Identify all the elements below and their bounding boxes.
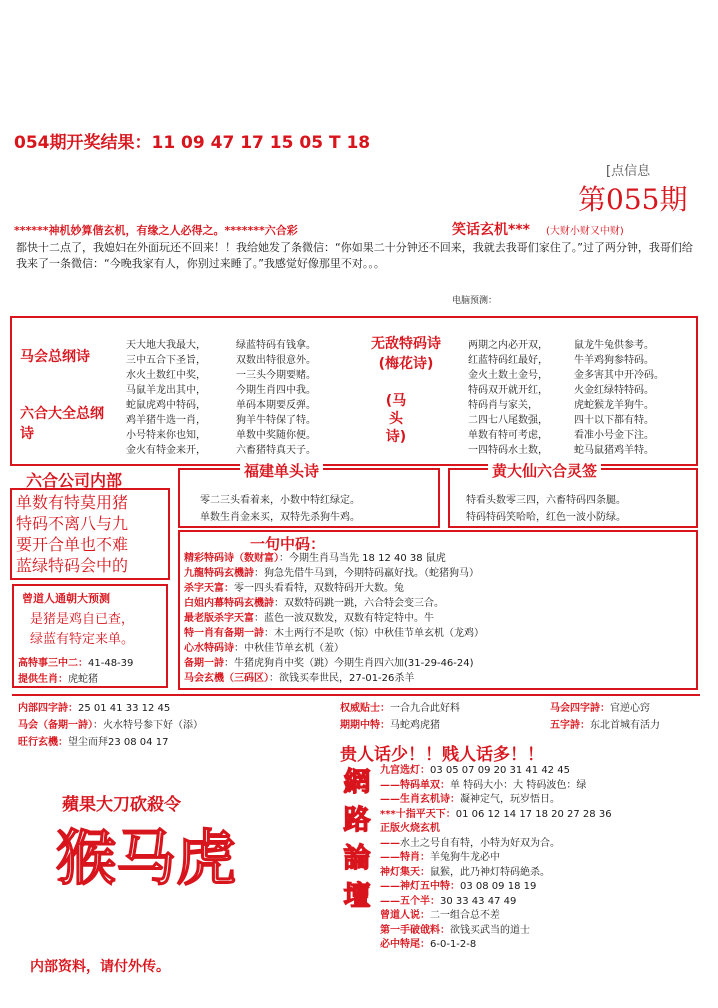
list-item	[184, 551, 694, 566]
item-value: 6-0-1-2-8	[430, 939, 477, 950]
fujian-text: 零二三头看着来，小数中特红绿定。 单数生肖金来买，双特先杀狗牛鸡。	[200, 495, 360, 523]
list-item	[380, 764, 710, 779]
item-value: ：蓝色一波双数发，双数有特定特中。牛	[254, 613, 434, 624]
list-item	[380, 793, 710, 808]
item-label: 特一肖有备期一詩	[184, 628, 264, 639]
list-item	[18, 717, 308, 734]
item-value: 25 01 41 33 12 45	[78, 703, 171, 714]
intro-left-banner: ******神机妙算偕玄机，有缘之人必得之。*******六合彩	[14, 224, 298, 237]
bottom-left-list	[18, 700, 308, 751]
item-label: 神灯集天：	[380, 866, 430, 878]
item-value: 03 08 09 18 19	[460, 881, 537, 892]
item-label: 心水特码诗	[184, 643, 234, 654]
bottom-mid-list	[340, 700, 540, 734]
list-item	[380, 837, 710, 852]
item-value: 欲钱买武当的道士	[450, 924, 530, 936]
item-value: 30 33 43 47 49	[440, 895, 517, 907]
footer: 内部资料，请付外传。	[30, 959, 170, 975]
item-value: 羊兔狗牛龙必中	[430, 852, 500, 863]
item-label: 正版火烧玄机	[380, 823, 440, 834]
list-item	[184, 566, 694, 581]
intro-right-banner-title: 笑话玄机***	[452, 222, 530, 238]
item-value: 望尘而拜23 08 04 17	[68, 737, 169, 748]
item-label: 最老版杀字天富	[184, 613, 254, 624]
item-label: 曾道人说：	[380, 910, 430, 921]
item-value: 单 特码大小：大 特码波色：绿	[450, 779, 587, 791]
item-label: 旺行玄機：	[18, 737, 68, 748]
item-label: 内部四字詩：	[18, 703, 78, 714]
list-item	[340, 700, 540, 717]
item-label: ——生肖玄机诗：	[380, 794, 460, 805]
luck-num-label: 高特事三中二：	[18, 658, 88, 669]
forum-vertical: 網 路 論 壇	[343, 767, 371, 912]
list-item	[380, 779, 710, 794]
huangdaxian-text: 特看头数零三四，六畜特码四条腿。 特码特码笑哈哈，红色一波小防绿。	[466, 495, 626, 523]
slogan: 贵人话少！！贱人话多！！	[340, 745, 544, 765]
item-value: 01 06 12 14 17 18 20 27 28 36	[455, 808, 612, 820]
luck-num-value: 41-48-39	[88, 658, 134, 669]
item-label: ——	[380, 837, 400, 849]
list-item	[340, 717, 540, 734]
item-label: ——五个半：	[380, 895, 440, 907]
item-value: 零一四头看看特，双数特码开大数。兔	[234, 583, 404, 594]
list-item	[380, 924, 710, 939]
poem-col-4: 鼠龙牛兔供参考。 牛羊鸡狗参特码。 金多害其中开冷码。 火金红绿特特码。 虎蛇猴龙羊狗牛。 四十以下都有特。 看准小号金下注。 蛇马鼠猪鸡羊特。	[574, 340, 664, 456]
list-item	[380, 866, 710, 881]
item-value: ：中秋佳节单玄机（羞）	[234, 643, 344, 654]
poem-left-title-2: 六合大全总纲诗	[20, 406, 104, 442]
item-label: 九宫选灯：	[380, 765, 430, 776]
item-label: 期期中特：	[340, 720, 390, 731]
list-item	[184, 641, 694, 656]
item-value: 东北首城有活力	[590, 720, 660, 731]
item-label: 杀字天富：	[184, 583, 234, 594]
poem-left-title-1: 马会总纲诗	[20, 349, 90, 365]
item-value: 水土之号自有特，小特为好双为合。	[400, 837, 560, 849]
luck-num-row	[18, 654, 133, 669]
list-item	[380, 895, 710, 910]
list-item	[184, 626, 694, 641]
item-label: ——特码单双：	[380, 779, 450, 791]
item-value: 鼠猴，此乃神灯特码絶杀。	[430, 866, 550, 878]
poem-col-1: 天大地大我最大， 三中五合下圣旨， 水火土数红中奖， 马鼠羊龙出其中， 蛇鼠虎鸡中特码， 鸡羊猪牛选一肖， 小号特来你也知， 金火有特金来开，	[126, 340, 206, 456]
list-item	[184, 656, 694, 671]
item-label: 马会四字詩：	[550, 703, 610, 714]
item-label: ***十指平天下：	[380, 808, 456, 820]
item-label: 精彩特码诗（数财富）	[184, 553, 279, 564]
intro-story: 都快十二点了，我媳妇在外面玩还不回来！！我给她发了条微信：“你如果二十分钟还不回来，我就去我哥们家住了。”过了两分钟，我哥们给我来了一条微信：“今晚我家有人，你别过来睡了。”我感觉好像那里不对。。。	[16, 241, 693, 270]
item-value: 凝神定气，玩岁悟日。	[460, 794, 560, 805]
list-item	[184, 671, 694, 686]
item-value: 03 05 07 09 20 31 41 42 45	[430, 765, 570, 776]
yijuzhong-title: 一句中码：	[250, 535, 326, 553]
item-label: 备期一詩	[184, 658, 224, 669]
list-item	[184, 596, 694, 611]
item-label: ——神灯五中特：	[380, 881, 460, 892]
item-value: ：牛猪虎狗肖中奖（跳）今期生肖四六加(31-29-46-24)	[224, 658, 474, 669]
list-item	[184, 581, 694, 596]
list-item	[550, 700, 710, 717]
knife-big-text: 猴马虎	[56, 824, 236, 894]
item-value: ：木土两行不是吹（惊）中秋佳节单玄机（龙鸡）	[264, 628, 484, 639]
list-item	[380, 909, 710, 924]
intro-right-banner-sub: (大财小财又中财)	[546, 226, 624, 237]
forum-list	[380, 764, 710, 953]
item-value: ：欲钱买奉世民，27-01-26杀羊	[269, 673, 415, 684]
yijuzhong-list	[184, 551, 694, 686]
issue-title: 第055期	[578, 183, 688, 216]
luck-provider-row	[18, 670, 98, 685]
poem-mid-title: 无敌特码诗 (梅花诗)	[371, 336, 441, 372]
list-item	[550, 717, 710, 734]
divider	[12, 694, 700, 696]
info-label: [点信息	[606, 164, 651, 179]
luck-text: 是猪是鸡自已查， 绿蓝有特定来单。	[30, 612, 135, 647]
item-value: ：今期生肖马当先 18 12 40 38 鼠虎	[279, 553, 446, 564]
luck-title: 曾道人通朝大预测	[22, 592, 110, 605]
list-item	[380, 808, 710, 823]
huangdaxian-title: 黄大仙六合灵签	[488, 460, 601, 481]
poem-col-3: 两期之内必开双， 红蓝特码红最好， 金火土数土金号， 特码双开就开红， 特码肖与家关， 二四七八尾数强， 单数有特可考虑， 一四特码水土数，	[468, 340, 548, 456]
item-label: 马会（备期一詩）	[18, 720, 93, 731]
item-label: 白姐内幕特码玄機詩	[184, 598, 274, 609]
item-value: 马蛇鸡虎猪	[390, 720, 440, 731]
item-label: ——特肖：	[380, 852, 430, 863]
list-item	[380, 938, 710, 953]
list-item	[18, 734, 308, 751]
item-value: ：双数特码跳一跳，六合特会变三合。	[274, 598, 444, 609]
list-item	[380, 822, 710, 837]
item-label: 五字詩：	[550, 720, 590, 731]
item-value: 二一组合总不差	[430, 910, 500, 921]
poem-mid-tail: (马 头 诗)	[385, 393, 407, 445]
item-label: 九龍特码玄機詩	[184, 568, 254, 579]
list-item	[18, 700, 308, 717]
luck-provider-value: 虎蛇猪	[68, 674, 98, 685]
item-label: 必中特尾：	[380, 939, 430, 950]
item-value: 官逆心窍	[610, 703, 650, 714]
lottery-result: 054期开奖结果：11 09 47 17 15 05 T 18	[14, 133, 371, 153]
bottom-right-list	[550, 700, 710, 734]
item-label: 马会玄機（三码区）	[184, 673, 269, 684]
item-value: 一合九合此好料	[390, 703, 460, 714]
knife-title: 蘋果大刀砍殺令	[62, 795, 181, 815]
list-item	[380, 851, 710, 866]
poem-col-2: 绿蓝特码有钱拿。 双数出特很意外。 一三头今期要赌。 今期生肖四中我。 单码本期要反弹。 狗羊牛特保了特。 单数中奖随你便。 六畜猪特真天子。	[236, 340, 316, 456]
item-label: 权威贴士：	[340, 703, 390, 714]
fujian-title: 福建单头诗	[240, 460, 323, 481]
list-item	[184, 611, 694, 626]
item-value: ：火水特号参下好（添）	[93, 720, 203, 731]
luck-provider-label: 提供生肖：	[18, 674, 68, 685]
company-text: 单数有特莫用猪 特码不离八与九 要开合单也不难 蓝绿特码会中的	[16, 493, 129, 575]
forecast-label: 电脑预测：	[452, 296, 498, 306]
item-label: 第一手破戗料：	[380, 924, 450, 936]
item-value: ：狗急先借牛马到，今期特码羸好找。（蛇猪狗马）	[254, 568, 479, 579]
company-title: 六合公司内部	[26, 471, 123, 490]
list-item	[380, 880, 710, 895]
